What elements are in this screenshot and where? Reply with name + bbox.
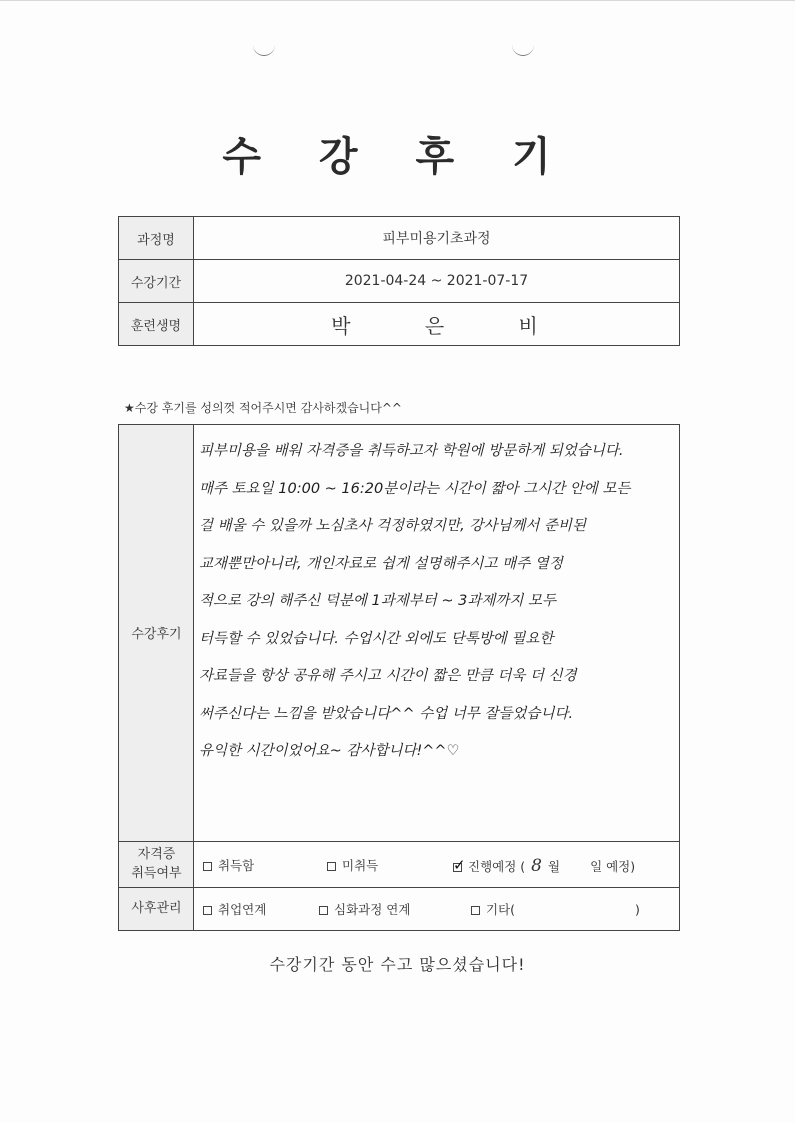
checkbox-in-progress[interactable] [453,856,466,874]
page-title: 수 강 후 기 [222,133,573,180]
trainee-row [119,303,680,346]
punch-hole-right [512,34,534,56]
option-in-progress[interactable] [453,856,635,876]
option-employment[interactable] [203,900,266,918]
review-label: 수강후기 [131,627,182,642]
option-not-acquired[interactable] [327,856,378,874]
closing-message: 수강기간 동안 수고 많으셨습니다! [269,955,526,974]
course-row [119,217,680,260]
course-info-table [118,216,680,346]
checkbox-other[interactable] [471,906,480,915]
trainee-value-cell [194,303,680,346]
review-table [118,424,680,931]
certification-label-line2: 취득여부 [131,866,182,881]
course-label: 과정명 [119,217,194,260]
checkbox-not-acquired[interactable] [327,862,336,871]
trainee-name: 박 은 비 [331,313,572,338]
option-other-label: 기타( [486,902,516,917]
checkmark-icon: ✓ [453,856,466,874]
option-acquired-label: 취득함 [218,858,255,873]
checkbox-acquired[interactable] [203,862,212,871]
certification-label-line1: 자격증 [137,847,176,862]
month-value: 8 [531,856,542,876]
option-in-progress-label: 진행예정 ( [468,859,526,874]
review-line: 적으로 강의 해주신 덕분에 1과제부터 ~ 3과제까지 모두 [199,593,557,609]
review-handwriting [199,433,669,771]
review-line: 피부미용을 배워 자격증을 취득하고자 학원에 방문하게 되었습니다. [199,443,624,459]
review-line: 터득할 수 있었습니다. 수업시간 외에도 단톡방에 필요한 [199,630,554,647]
notice-text: ★수강 후기를 성의껏 적어주시면 감사하겠습니다^^ [124,401,402,415]
option-other[interactable] [471,900,640,918]
followup-label: 사후관리 [131,901,182,916]
period-label: 수강기간 [119,260,194,303]
day-label: 일 예정) [590,859,636,874]
separator-certification [119,841,679,842]
checkbox-employment[interactable] [203,906,212,915]
option-not-acquired-label: 미취득 [342,858,379,873]
punch-hole-left [253,34,275,56]
month-label: 월 [547,859,561,874]
review-line: 매주 토요일 10:00 ~ 16:20분이라는 시간이 짧아 그시간 안에 모든 [199,480,631,497]
scan-edge [0,0,795,6]
review-line: 써주신다는 느낌을 받았습니다^^ 수업 너무 잘들었습니다. [199,705,574,722]
period-value: 2021-04-24 ~ 2021-07-17 [194,260,680,303]
option-other-close: ) [635,902,640,917]
option-acquired[interactable] [203,856,254,874]
period-row [119,260,680,303]
certification-label [119,845,194,883]
separator-followup [119,887,679,888]
option-advanced-label: 심화과정 연계 [334,902,411,917]
course-value: 피부미용기초과정 [194,217,680,260]
checkbox-advanced[interactable] [319,906,328,915]
trainee-label: 훈련생명 [119,303,194,346]
review-line: 교재뿐만아니라, 개인자료로 쉽게 설명해주시고 매주 열정 [199,555,563,572]
option-advanced[interactable] [319,900,410,918]
review-line: 자료들을 항상 공유해 주시고 시간이 짧은 만큼 더욱 더 신경 [199,668,577,684]
review-line: 걸 배울 수 있을까 노심초사 걱정하였지만, 강사님께서 준비된 [199,518,587,534]
option-employment-label: 취업연계 [218,902,267,917]
review-line: 유익한 시간이었어요~ 감사합니다!^^♡ [199,743,460,759]
